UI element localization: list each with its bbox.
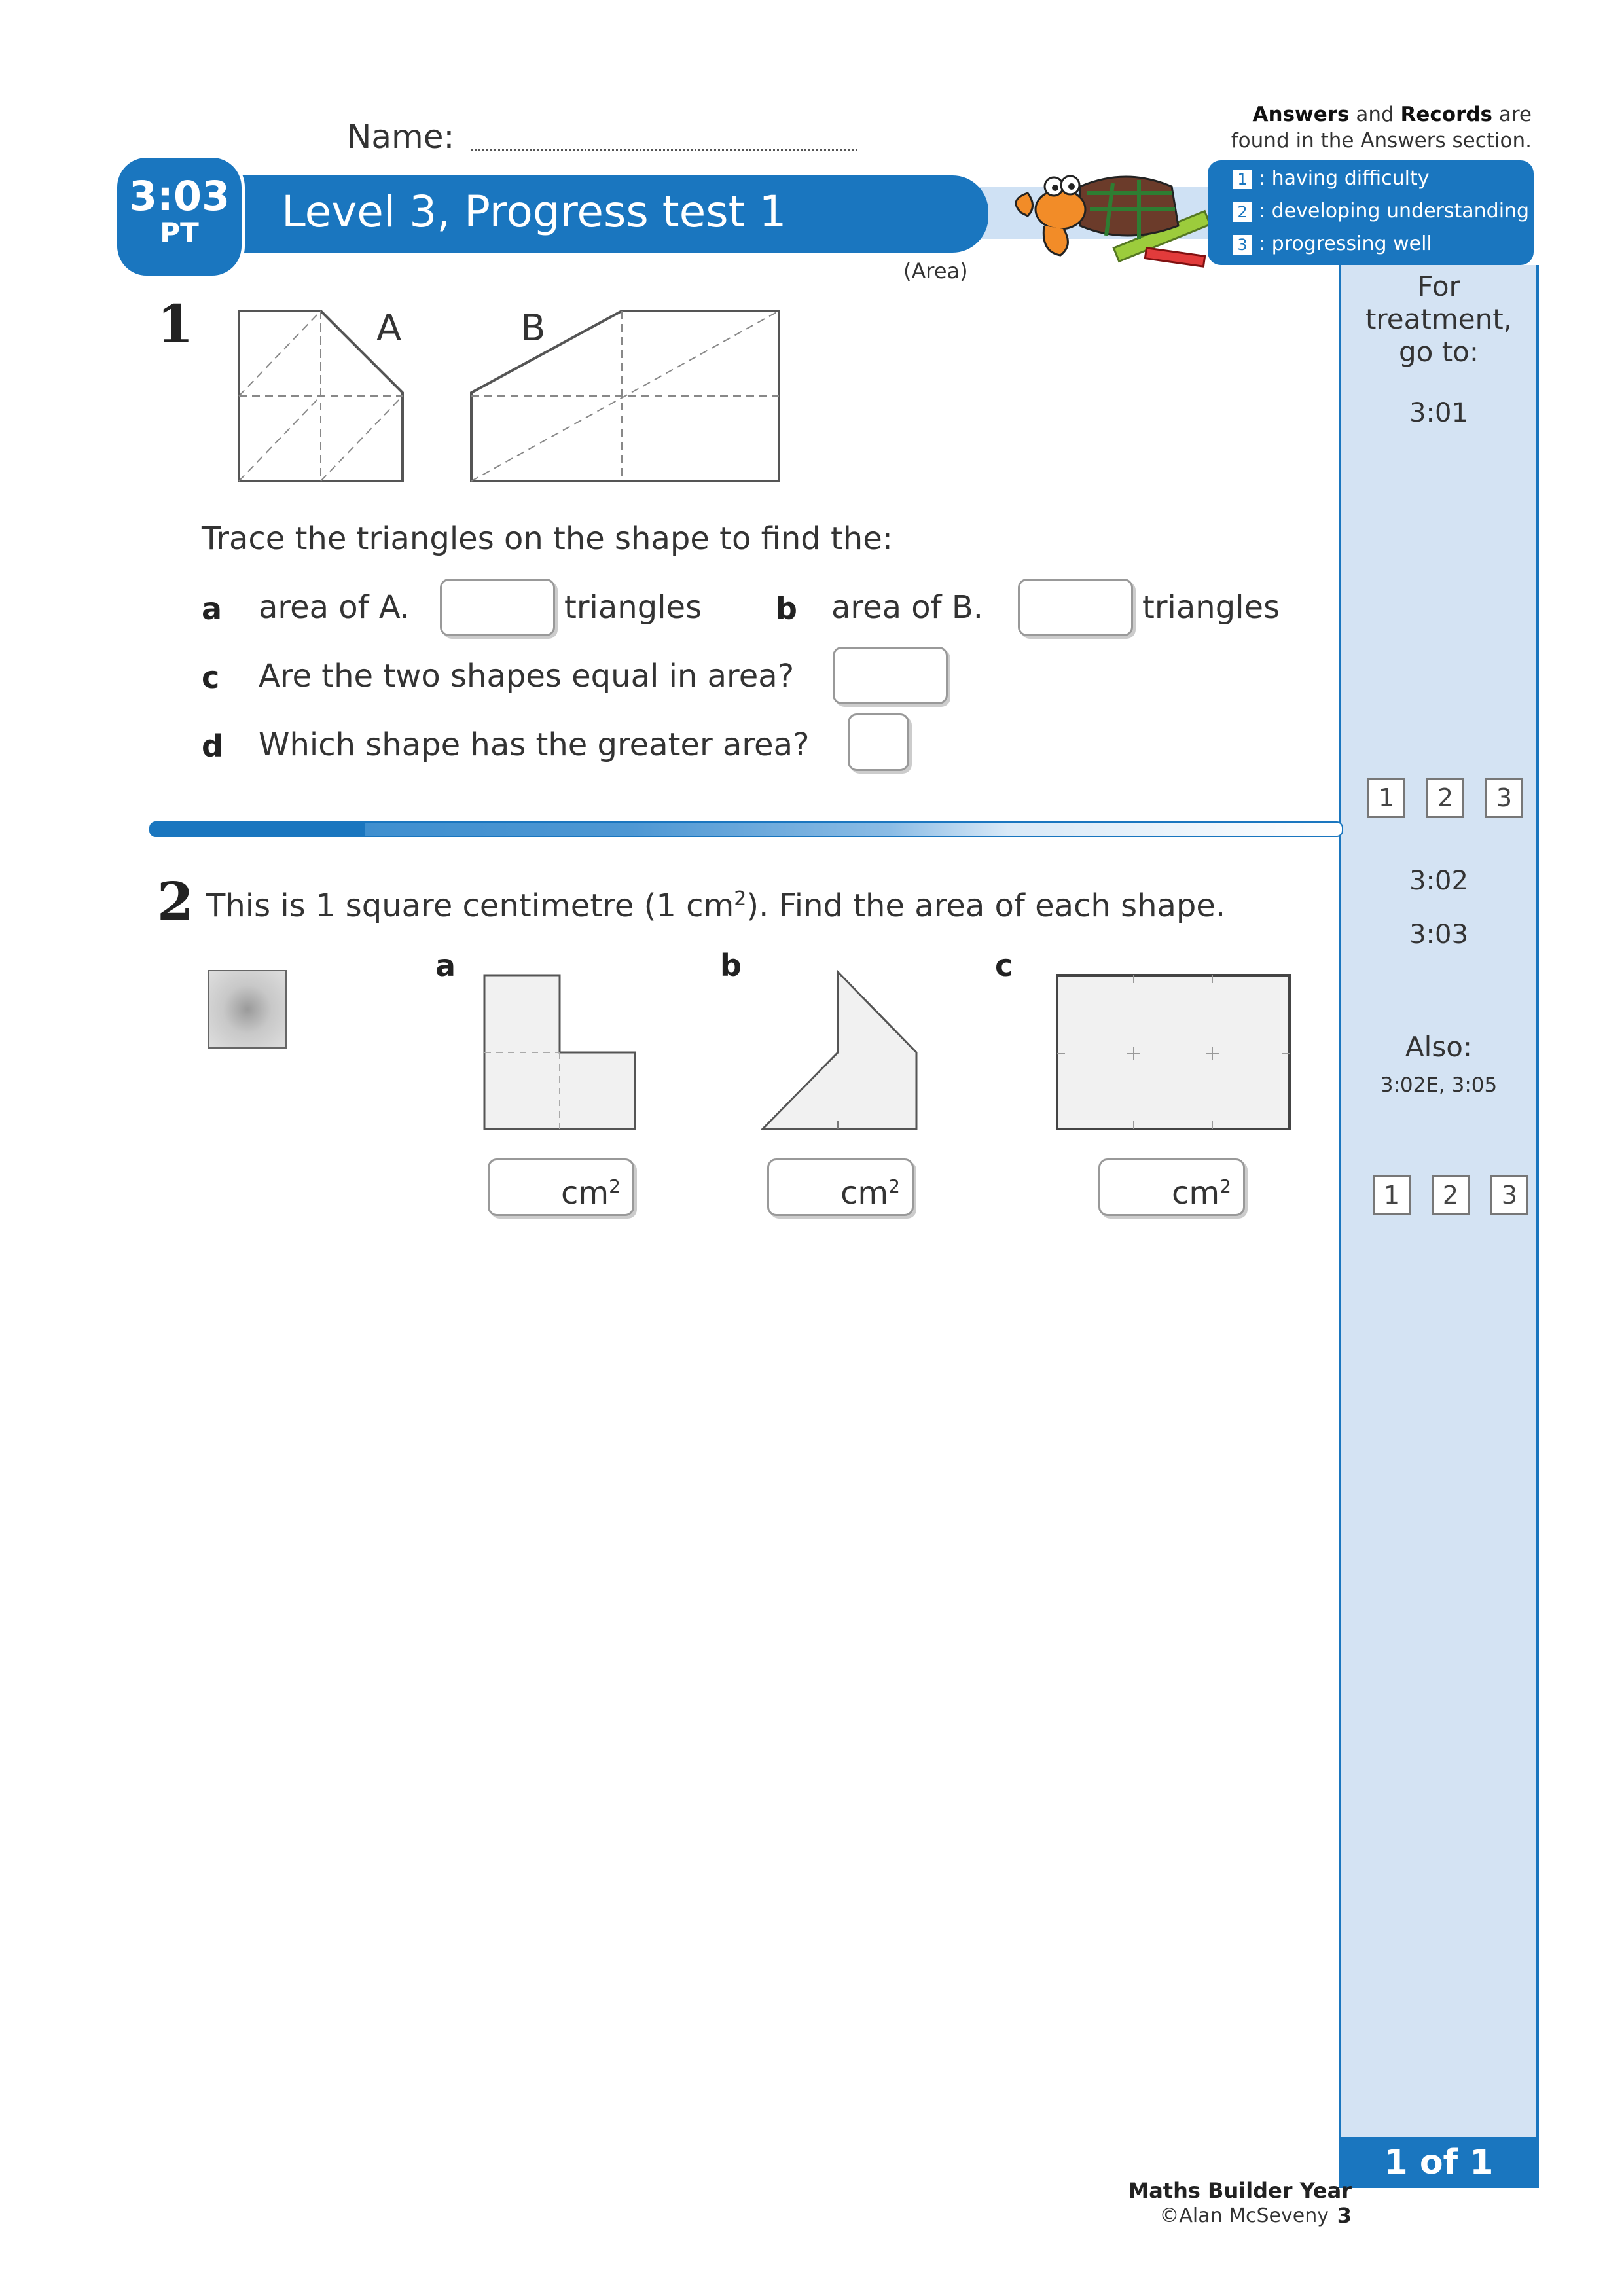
q1c-answer-box[interactable] (833, 647, 948, 704)
q1b-text: area of B. (831, 589, 984, 626)
progress-legend (1208, 160, 1534, 265)
shape-2b (763, 972, 916, 1129)
square-centimetre-sample (208, 970, 287, 1049)
legend-item: 3 : progressing well (1233, 231, 1432, 257)
question-2-number: 2 (157, 870, 194, 932)
pencil-shape (1145, 248, 1204, 266)
crab-body (1036, 190, 1085, 229)
q1b-answer-box[interactable] (1018, 579, 1133, 636)
q1a-unit: triangles (564, 589, 702, 626)
q1-score-2[interactable]: 2 (1426, 778, 1464, 818)
q2-shapes-diagram (471, 969, 1296, 1139)
book-title: Maths Builder Year 3 (1128, 2178, 1352, 2228)
q1-score-1[interactable]: 1 (1367, 778, 1405, 818)
q2a-unit: $cm^2$ (561, 1175, 621, 1211)
page-title: Level 3, Progress test 1 (281, 187, 787, 237)
q1d-label: d (202, 728, 223, 764)
q1a-label: a (202, 591, 223, 626)
also-label: Also: (1405, 1031, 1473, 1063)
q2a-label: a (435, 948, 456, 983)
q2c-label: c (995, 948, 1013, 983)
q2-score-2[interactable]: 2 (1432, 1175, 1470, 1215)
shape-2a (484, 975, 635, 1129)
q1-instruction: Trace the triangles on the shape to find the: (202, 520, 893, 557)
treatment-sidebar (1339, 265, 1539, 2186)
q2-score-1[interactable]: 1 (1373, 1175, 1411, 1215)
name-label: Name: (347, 118, 455, 156)
q2b-answer-box[interactable] (767, 1158, 914, 1216)
q1d-text: Which shape has the greater area? (259, 726, 810, 763)
q2-instruction: This is 1 square centimetre (1 $cm^2$). Find the area of each shape. (206, 888, 1226, 924)
q1a-answer-box[interactable] (440, 579, 555, 636)
test-code-badge (114, 154, 245, 279)
copyright: ©Alan McSeveny (1159, 2204, 1329, 2227)
q2-treatment-ref-1: 3:02 (1409, 866, 1468, 896)
question-1-number: 1 (157, 293, 194, 355)
answers-note: Answers and Records are found in the Answers section. (1231, 103, 1532, 152)
q2a-answer-box[interactable] (488, 1158, 634, 1216)
q1-score-3[interactable]: 3 (1485, 778, 1523, 818)
q2c-answer-box[interactable] (1098, 1158, 1245, 1216)
q1c-text: Are the two shapes equal in area? (259, 658, 795, 694)
shape-b-label: B (520, 307, 546, 350)
q2c-unit: $cm^2$ (1172, 1175, 1231, 1211)
q2b-unit: $cm^2$ (840, 1175, 900, 1211)
legend-item: 1 : having difficulty (1233, 166, 1429, 192)
section-divider (149, 821, 1343, 837)
q1d-answer-box[interactable] (848, 713, 909, 771)
shape-b (471, 307, 779, 481)
name-field[interactable] (471, 149, 857, 151)
test-code-sub: PT (160, 217, 199, 249)
also-refs: 3:02E, 3:05 (1380, 1073, 1498, 1097)
legend-item: 2 : developing understanding (1233, 198, 1529, 224)
page-indicator: 1 of 1 (1339, 2137, 1539, 2188)
shell-shape (1080, 177, 1178, 236)
crab-mascot-illustration (982, 147, 1218, 278)
shape-a-label: A (376, 307, 402, 350)
q1c-label: c (202, 660, 220, 695)
test-code: 3:03 (128, 172, 230, 220)
q2-score-3[interactable]: 3 (1490, 1175, 1528, 1215)
q2-treatment-ref-2: 3:03 (1409, 920, 1468, 950)
q1-treatment-ref: 3:01 (1409, 398, 1468, 428)
q2b-label: b (720, 948, 742, 983)
q1a-text: area of A. (259, 589, 410, 626)
q1b-label: b (776, 591, 797, 626)
q1b-unit: triangles (1142, 589, 1280, 626)
topic-label: (Area) (903, 259, 968, 283)
shape-a (239, 307, 403, 481)
shape-2c (1057, 975, 1290, 1129)
q1-shapes-diagram (229, 298, 805, 494)
sidebar-heading: For treatment, go to: (1365, 270, 1513, 368)
